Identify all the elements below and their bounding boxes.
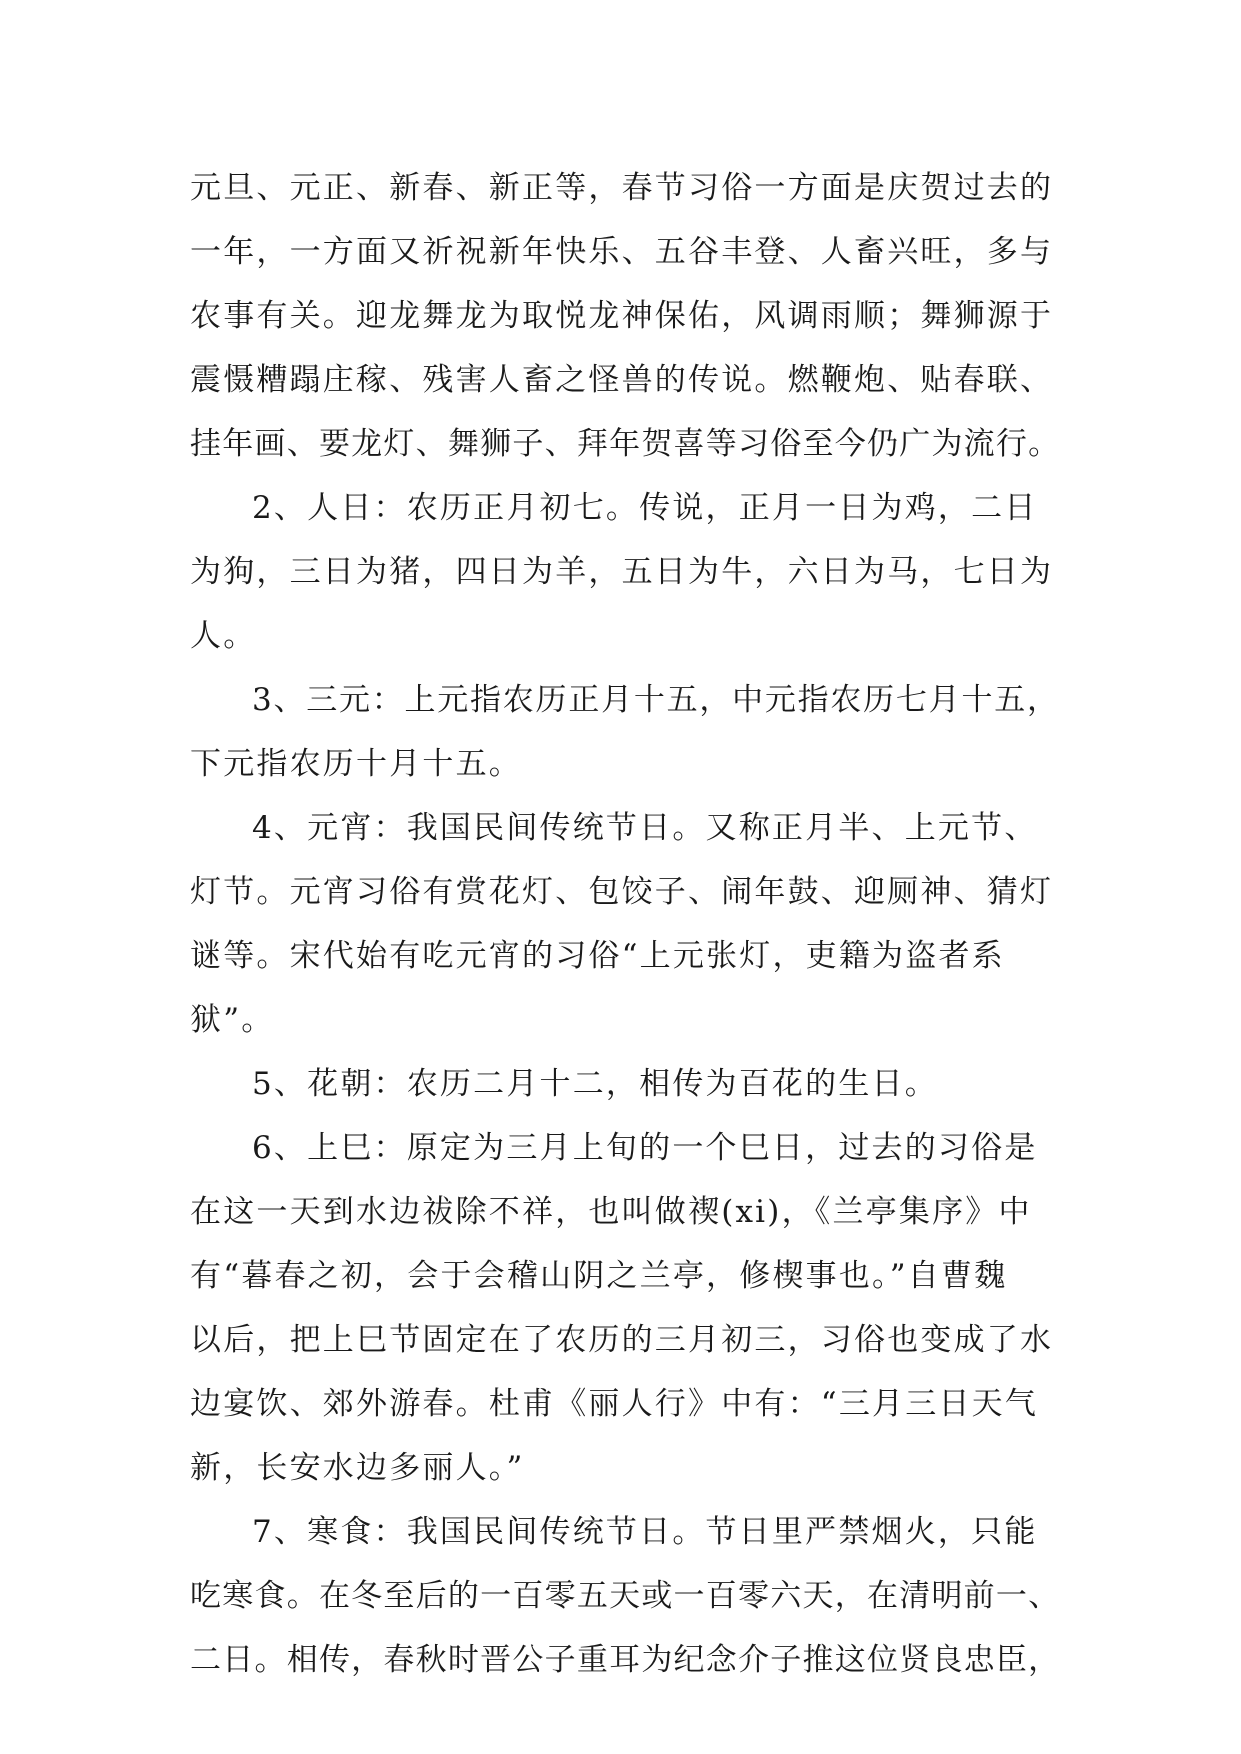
text-line: 挂年画、要龙灯、舞狮子、拜年贺喜等习俗至今仍广为流行。 [190, 426, 1061, 462]
paragraph-item-3 [190, 668, 1060, 796]
text-line: 7、寒食：我国民间传统节日。节日里严禁烟火，只能 [252, 1514, 1038, 1550]
paragraph-item-7 [190, 1500, 1060, 1692]
paragraph-item-6 [190, 1116, 1060, 1500]
text-line: 5、花朝：农历二月十二，相传为百花的生日。 [252, 1066, 938, 1102]
text-line: 边宴饮、郊外游春。杜甫《丽人行》中有：“三月三日天气 [190, 1386, 1039, 1422]
paragraph-item-2 [190, 476, 1060, 668]
text-line: 为狗，三日为猪，四日为羊，五日为牛，六日为马，七日为 [190, 554, 1054, 590]
text-line: 有“暮春之初，会于会稽山阴之兰亭，修楔事也。”自曹魏 [190, 1258, 1008, 1294]
text-line: 3、三元：上元指农历正月十五，中元指农历七月十五， [252, 682, 1060, 718]
text-line: 吃寒食。在冬至后的一百零五天或一百零六天，在清明前一、 [190, 1578, 1061, 1614]
text-line: 震慑糟蹋庄稼、残害人畜之怪兽的传说。燃鞭炮、贴春联、 [190, 362, 1054, 398]
paragraph-item-4 [190, 796, 1060, 1052]
paragraph-item-5 [190, 1052, 1060, 1116]
text-line: 一年，一方面又祈祝新年快乐、五谷丰登、人畜兴旺，多与 [190, 234, 1054, 270]
text-line: 新，长安水边多丽人。” [190, 1450, 525, 1486]
text-line: 农事有关。迎龙舞龙为取悦龙神保佑，风调雨顺；舞狮源于 [190, 298, 1054, 334]
text-line: 下元指农历十月十五。 [190, 746, 522, 782]
text-line: 2、人日：农历正月初七。传说，正月一日为鸡，二日 [252, 490, 1038, 526]
text-line: 元旦、元正、新春、新正等，春节习俗一方面是庆贺过去的 [190, 170, 1054, 206]
text-line: 狱”。 [190, 1002, 275, 1038]
paragraph-intro [190, 156, 1060, 476]
text-line: 以后，把上巳节固定在了农历的三月初三，习俗也变成了水 [190, 1322, 1054, 1358]
text-line: 灯节。元宵习俗有赏花灯、包饺子、闹年鼓、迎厕神、猜灯 [190, 874, 1054, 910]
text-line: 6、上巳：原定为三月上旬的一个巳日，过去的习俗是 [252, 1130, 1038, 1166]
document-body [190, 156, 1060, 1692]
text-line: 二日。相传，春秋时晋公子重耳为纪念介子推这位贤良忠臣， [190, 1642, 1061, 1678]
text-line: 谜等。宋代始有吃元宵的习俗“上元张灯，吏籍为盗者系 [190, 938, 1005, 974]
text-line: 人。 [190, 618, 257, 654]
text-line: 4、元宵：我国民间传统节日。又称正月半、上元节、 [252, 810, 1038, 846]
text-line: 在这一天到水边祓除不祥，也叫做禊(xi)，《兰亭集序》中 [190, 1194, 1032, 1230]
